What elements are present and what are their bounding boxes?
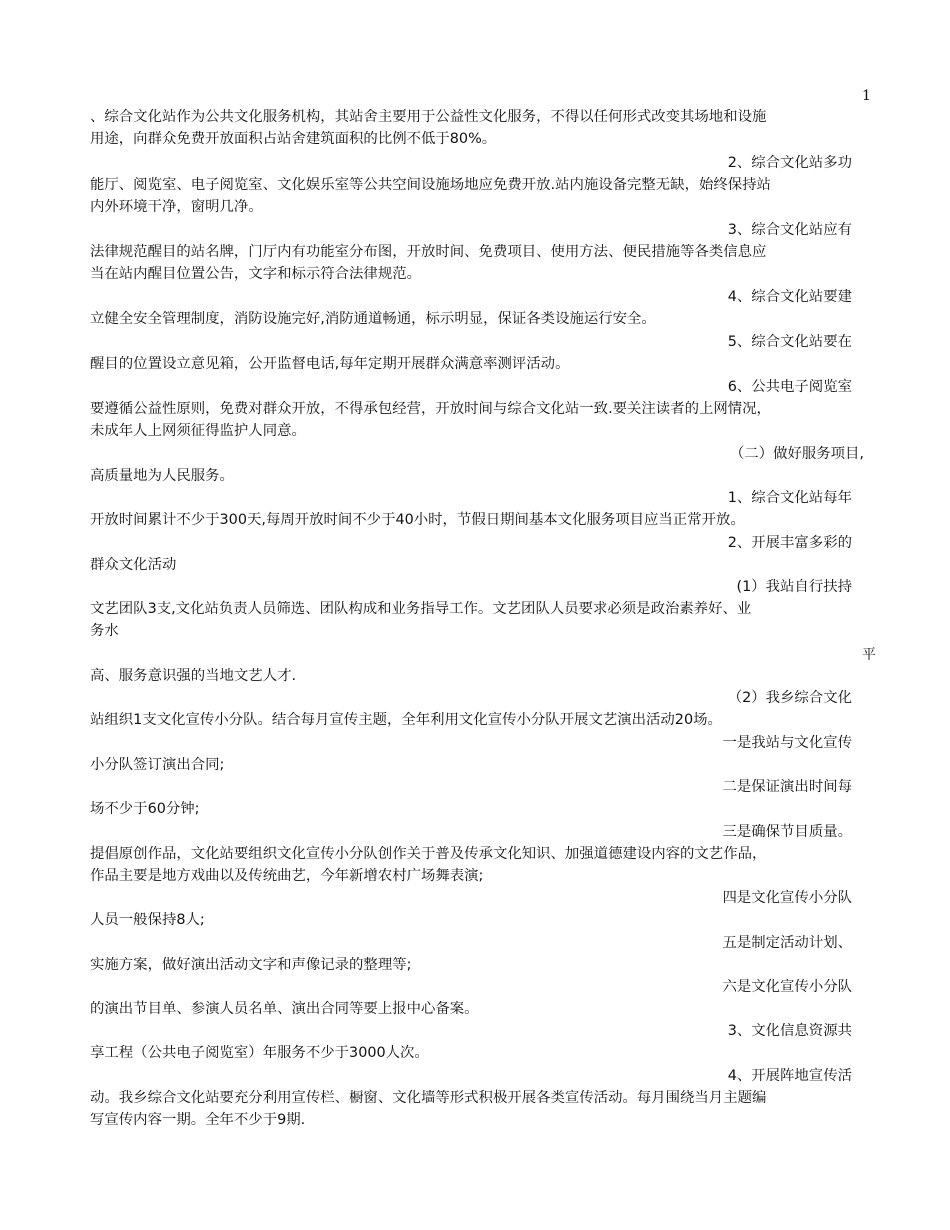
text-line: 醒目的位置设立意见箱，公开监督电话,每年定期开展群众满意率测评活动。 bbox=[90, 356, 570, 372]
stray-character: 平 bbox=[862, 647, 876, 663]
text-line: 用途，向群众免费开放面积占站舍建筑面积的比例不低于80%。 bbox=[90, 131, 497, 147]
text-line: 3、文化信息资源共 bbox=[727, 1023, 852, 1039]
text-line: 3、综合文化站应有 bbox=[727, 222, 852, 238]
text-line: 一是我站与文化宣传 bbox=[722, 735, 852, 751]
text-line: 站组织1支文化宣传小分队。结合每月宣传主题，全年利用文化宣传小分队开展文艺演出活动20场。 bbox=[90, 712, 722, 728]
text-line: 、综合文化站作为公共文化服务机构，其站舍主要用于公益性文化服务，不得以任何形式改变其场地和设施 bbox=[90, 109, 767, 125]
text-line: 六是文化宣传小分队 bbox=[722, 979, 852, 995]
text-line: 场不少于60分钟; bbox=[90, 801, 200, 817]
text-line: 2、开展丰富多彩的 bbox=[727, 535, 852, 551]
text-line: 人员一般保持8人; bbox=[90, 912, 205, 928]
text-line: 群众文化活动 bbox=[90, 557, 177, 573]
text-line: 开放时间累计不少于300天,每周开放时间不少于40小时，节假日期间基本文化服务项目应当正常开放。 bbox=[90, 512, 745, 528]
text-line: 三是确保节目质量。 bbox=[722, 824, 852, 840]
text-line: 法律规范醒目的站名牌，门厅内有功能室分布图，开放时间、免费项目、使用方法、便民措施等各类信息应 bbox=[90, 244, 767, 260]
text-line: 文艺团队3支,文化站负责人员筛选、团队构成和业务指导工作。文艺团队人员要求必须是政治素养好、业 bbox=[90, 601, 752, 617]
text-line: 务水 bbox=[90, 623, 119, 639]
text-line: 五是制定活动计划、 bbox=[722, 935, 852, 951]
text-line: 实施方案，做好演出活动文字和声像记录的整理等; bbox=[90, 957, 412, 973]
text-line: 1、综合文化站每年 bbox=[727, 490, 852, 506]
text-line: 的演出节目单、参演人员名单、演出合同等要上报中心备案。 bbox=[90, 1001, 479, 1017]
text-line: 能厅、阅览室、电子阅览室、文化娱乐室等公共空间设施场地应免费开放.站内施设备完整无缺，始终保持站 bbox=[90, 177, 771, 193]
page-number: 1 bbox=[862, 88, 871, 104]
text-line: 要遵循公益性原则，免费对群众开放，不得承包经营，开放时间与综合文化站一致.要关注读者的上网情况， bbox=[90, 401, 771, 417]
text-line: 动。我乡综合文化站要充分利用宣传栏、橱窗、文化墙等形式积极开展各类宣传活动。每月围绕当月主题编 bbox=[90, 1090, 767, 1106]
text-line: 高、服务意识强的当地文艺人才. bbox=[90, 668, 297, 684]
text-line: 立健全安全管理制度，消防设施完好,消防通道畅通，标示明显，保证各类设施运行安全。 bbox=[90, 311, 656, 327]
text-line: 未成年人上网须征得监护人同意。 bbox=[90, 423, 306, 439]
text-line: 小分队签订演出合同; bbox=[90, 757, 225, 773]
text-line: 4、开展阵地宣传活 bbox=[727, 1068, 852, 1084]
text-line: 6、公共电子阅览室 bbox=[727, 379, 852, 395]
text-line: (1）我站自行扶持 bbox=[736, 579, 852, 595]
text-line: 二是保证演出时间每 bbox=[722, 779, 852, 795]
text-line: （二）做好服务项目, bbox=[729, 446, 864, 462]
text-line: 提倡原创作品，文化站要组织文化宣传小分队创作关于普及传承文化知识、加强道德建设内容的文艺作品， bbox=[90, 846, 767, 862]
text-line: （2）我乡综合文化 bbox=[727, 690, 852, 706]
text-line: 四是文化宣传小分队 bbox=[722, 890, 852, 906]
text-line: 5、综合文化站要在 bbox=[727, 334, 852, 350]
text-line: 当在站内醒目位置公告，文字和标示符合法律规范。 bbox=[90, 266, 421, 282]
text-line: 高质量地为人民服务。 bbox=[90, 468, 234, 484]
text-line: 作品主要是地方戏曲以及传统曲艺，今年新增农村广场舞表演; bbox=[90, 868, 484, 884]
text-line: 4、综合文化站要建 bbox=[727, 289, 852, 305]
text-line: 享工程（公共电子阅览室）年服务不少于3000人次。 bbox=[90, 1045, 429, 1061]
text-line: 内外环境干净，窗明几净。 bbox=[90, 199, 263, 215]
text-line: 2、综合文化站多功 bbox=[727, 155, 852, 171]
text-line: 写宣传内容一期。全年不少于9期. bbox=[90, 1112, 306, 1128]
